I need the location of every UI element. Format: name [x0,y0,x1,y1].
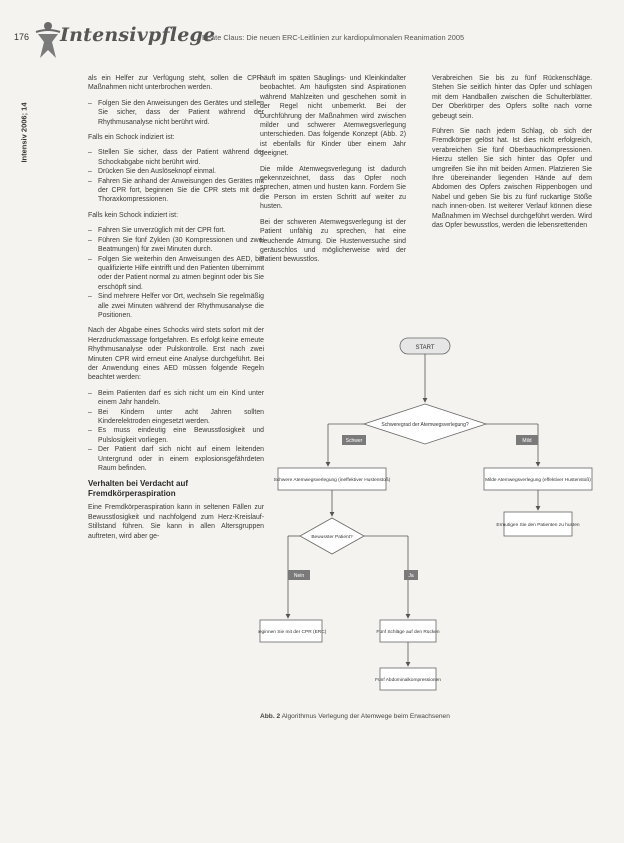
paragraph: Eine Fremdkörperaspiration kann in seltenen Fällen zur Bewusstlosigkeit und nachfolgend zum Herz-Kreislauf-Stillstand führen. Sie kann in allen Altersgruppen auftreten, wird aber ge- [88,504,264,540]
flow-box-mild-label: Milde Atemwegsverlegung (effektiver Hustenstoß) [485,478,591,483]
side-reference-text: Intensiv 2006; 14 [19,102,29,163]
paragraph: Falls ein Schock indiziert ist: [88,134,175,142]
running-title: Beate Claus: Die neuen ERC-Leitlinien zur kardiopulmonalen Reanimation 2005 [202,33,465,42]
list-item: – Der Patient darf sich nicht auf einem leitenden Untergrund oder in einem explosionsgefährdeten Raum befinden. [88,445,264,473]
paragraph: Verabreichen Sie bis zu fünf Rückenschläge. Stehen Sie seitlich hinter das Opfer und schlagen mit dem Handballen zwischen die Schulterblätter. Der Oberkörper des Opfers sollte nach vorne gebeugt sein. [432,75,592,120]
paragraph: Führen Sie nach jedem Schlag, ob sich der Fremdkörper gelöst hat. Ist dies nicht erfolgreich, verabreichen Sie fünf Oberbauchkompressionen. Hierzu stellen Sie sich hinter das Opfer und umgreifen Sie ihn mit beiden Armen. Platzieren Sie Ihre übereinander liegenden Hände auf dem Abdomen des Opfers zwischen Rippenbogen und Nabel und geben Sie bis zu fünf ruckartige Stöße nach innen-oben. Ist weiterer Verlauf können diese Maßnahmen im Wechsel durchgeführt werden. Wird das Opfer bewusstlos, werden die lebensrettenden [432,128,592,230]
list-item: – Beim Patienten darf es sich nicht um ein Kind unter einem Jahr handeln. [88,389,264,408]
figure-label: Abb. 2 [260,713,281,720]
list-item: – Fahren Sie anhand der Anweisungen des Gerätes mit der CPR fort, beginnen Sie die CPR stets mit den Thoraxkompressionen. [88,177,264,205]
page-header [14,18,614,62]
journal-logo-icon [34,20,62,60]
list-item: – Folgen Sie den Anweisungen des Gerätes und stellen Sie sicher, dass der Patient während der Rhythmusanalyse nicht berührt wird. [88,99,264,127]
flowchart-svg [258,330,604,730]
flowchart-figure [258,330,604,730]
flow-box-cpr-label: Beginnen Sie mit der CPR (ERC) [258,630,327,635]
flow-box-encourage-label: Ermutigen Sie den Patienten zu husten [496,523,580,528]
list-item: – Drücken Sie den Auslöseknopf einmal. [88,167,264,176]
page-number: 176 [14,32,30,42]
figure-caption-text: Algorithmus Verlegung der Atemwege beim Erwachsenen [281,713,450,720]
flow-label-no: Nein [293,573,305,579]
paragraph: als ein Helfer zur Verfügung steht, sollen die CPR-Maßnahmen nicht unterbrochen werden. [88,75,264,92]
flow-decision-conscious-label: Bewusster Patient? [311,535,353,540]
list-item: – Bei Kindern unter acht Jahren sollten Kinderelektroden eingesetzt werden. [88,408,264,427]
list [88,389,264,474]
flow-decision-severity-label: Schweregrad der Atemwegsverlegung? [381,422,469,428]
list [88,226,264,320]
paragraph: Nach der Abgabe eines Schocks wird stets sofort mit der Herzdruckmassage fortgefahren. Es erfolgt keine erneute Rhythmusanalyse oder Pulskontrolle. Erst nach zwei Minuten CPR wird erneut eine Analyse durchgeführt. Bei der Anwendung eines AED müssen folgende Regeln beachtet werden: [88,327,264,382]
paragraph: häuft im späten Säuglings- und Kleinkindalter beobachtet. Am häufigsten sind Aspirationen während Mahlzeiten und geschehen somit in der Regel nicht unbemerkt. Bei der Durchführung der Maßnahmen wird zwischen milder und schwerer Atemwegsverlegung unterschieden. Das folgende Konzept (Abb. 2) ist ebenfalls für Kinder über einem Jahr geeignet. [260,75,406,158]
paragraph: Falls kein Schock indiziert ist: [88,211,178,219]
flow-label-mild: Mild [522,438,532,444]
flow-label-yes: Ja [408,573,414,579]
flow-label-severe: Schwer [345,438,363,444]
list [88,148,264,204]
paragraph: Bei der schweren Atemwegsverlegung ist der Patient unfähig zu sprechen, hat eine keuchende Atmung. Die Hustenversuche sind geräuschlos und möglicherweise wird der Patient bewusstlos. [260,218,406,264]
text-column-3 [432,74,592,237]
side-reference [14,78,28,198]
list-item: – Führen Sie fünf Zyklen (30 Kompressionen und zwei Beatmungen) für zwei Minuten durch. [88,236,264,255]
text-column-2 [260,74,406,271]
list-item: – Sind mehrere Helfer vor Ort, wechseln Sie regelmäßig alle zwei Minuten während der Rhythmusanalyse die Positionen. [88,292,264,320]
list-item: – Folgen Sie weiterhin den Anweisungen des AED, bis qualifizierte Hilfe eintrifft und den Patienten übernimmt oder der Patient normal zu atmen beginnt oder bis Sie erschöpft sind. [88,255,264,293]
flow-box-back-blows-label: Fünf Schläge auf den Rücken [376,630,440,635]
list-item: – Stellen Sie sicher, dass der Patient während der Schockabgabe nicht berührt wird. [88,148,264,167]
figure-caption [260,713,450,720]
flow-start-label: START [415,345,435,351]
list-item: – Es muss eindeutig eine Bewusstlosigkeit und Pulslosigkeit vorliegen. [88,426,264,445]
list [88,99,264,127]
paragraph: Die milde Atemwegsverlegung ist dadurch gekennzeichnet, dass das Opfer noch sprechen, atmen und husten kann. Fordern Sie die Person im ersten Schritt auf weiter zu husten. [260,165,406,211]
text-column-1 [88,74,264,547]
flow-box-severe-label: Schwere Atemwegsverlegung (ineffektiver Hustenstoß) [273,478,391,483]
list-item: – Fahren Sie unverzüglich mit der CPR fort. [88,226,264,235]
journal-title: Intensivpflege [60,24,216,46]
flow-box-abdominal-label: Fünf Abdominalkompressionen [375,678,441,683]
section-heading: Verhalten bei Verdacht auf Fremdkörperaspiration [88,479,189,499]
